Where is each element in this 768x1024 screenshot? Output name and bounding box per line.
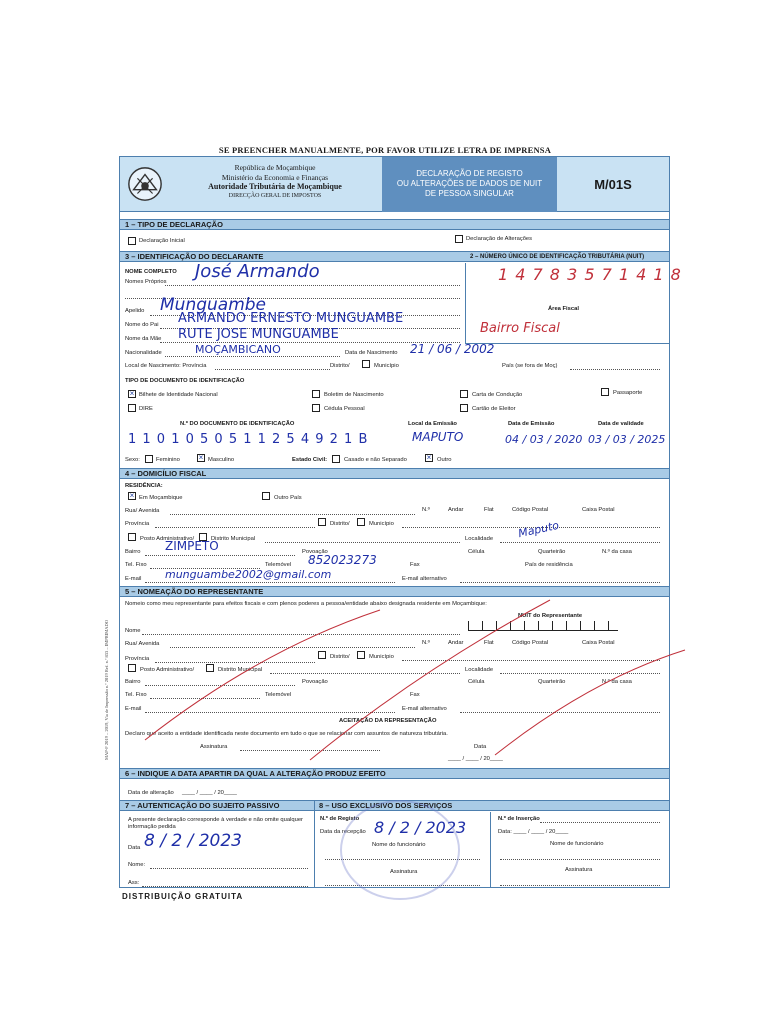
section-1-title: 1 – TIPO DE DECLARAÇÃO bbox=[120, 219, 669, 230]
email-value[interactable]: munguambe2002@gmail.com bbox=[165, 568, 332, 581]
auth-name-line bbox=[150, 868, 308, 869]
married-checkbox[interactable] bbox=[332, 455, 340, 463]
rep-mobile-label: Telemóvel bbox=[265, 692, 292, 698]
other-status-label: Outro bbox=[437, 457, 452, 463]
sex-label: Sexo: bbox=[125, 457, 140, 463]
form-title bbox=[382, 157, 557, 212]
rep-province-label: Província bbox=[125, 656, 150, 662]
auth-date-label: Data bbox=[128, 845, 141, 851]
authority-label: Autoridade Tributária de Moçambique bbox=[208, 182, 342, 191]
section-7-title: 7 – AUTENTICAÇÃO DO SUJEITO PASSIVO bbox=[120, 800, 314, 811]
rep-locality-label: Localidade bbox=[465, 667, 494, 673]
first-names-label: Nomes Próprios bbox=[125, 279, 167, 285]
issue-date-label: Data de Emissão bbox=[508, 421, 555, 427]
village-label: Povoação bbox=[302, 549, 328, 555]
alt-email-line bbox=[460, 582, 660, 583]
doc-number-value[interactable]: 1 1 0 1 0 5 0 5 1 1 2 5 4 9 2 1 B bbox=[128, 432, 369, 447]
floor-label: Andar bbox=[448, 507, 464, 513]
rep-block-label: Quarteirão bbox=[538, 679, 566, 685]
bi-label: Bilhete de Identidade Nacional bbox=[139, 392, 218, 398]
area-fiscal-value[interactable]: Bairro Fiscal bbox=[480, 321, 560, 336]
acceptance-text: Declaro que aceito a entidade identificada neste documento em tudo o que se relacionar com assuntos de natureza tributária. bbox=[125, 731, 448, 737]
republic-label: República de Moçambique bbox=[234, 163, 316, 172]
insertion-number-line bbox=[540, 822, 660, 823]
street-label: Rua/ Avenida bbox=[125, 508, 160, 514]
bi-checkbox[interactable]: × bbox=[129, 389, 135, 398]
male-label: Masculino bbox=[208, 457, 235, 463]
insertion-date[interactable]: Data: ____ / ____ / 20____ bbox=[498, 829, 569, 835]
admin-post-checkbox[interactable] bbox=[128, 533, 136, 541]
acceptance-signature-label: Assinatura bbox=[200, 744, 228, 750]
municipio-label: Município bbox=[369, 521, 394, 527]
female-label: Feminino bbox=[156, 457, 180, 463]
direction-label: DIRECÇÃO GERAL DE IMPOSTOS bbox=[228, 192, 322, 199]
nuit-bottom-line bbox=[465, 343, 669, 344]
neighborhood-label: Bairro bbox=[125, 549, 141, 555]
mobile-label: Telemóvel bbox=[265, 562, 292, 568]
mother-name-value[interactable]: RUTE JOSE MUNGUAMBE bbox=[178, 327, 339, 342]
clerk-name-label-2: Nome de funcionário bbox=[550, 841, 604, 847]
cedula-label: Cédula Pessoal bbox=[324, 406, 365, 412]
receipt-date-value[interactable]: 8 / 2 / 2023 bbox=[374, 818, 467, 837]
in-mozambique-label: Em Moçambique bbox=[139, 495, 183, 501]
rep-fax-label: Fax bbox=[410, 692, 420, 698]
first-names-line bbox=[165, 285, 460, 286]
rep-email-label: E-mail bbox=[125, 706, 142, 712]
admin-post-label: Posto Administrativo/ bbox=[140, 536, 195, 542]
auth-signature-line bbox=[142, 886, 308, 887]
initial-declaration-label: Declaração Inicial bbox=[139, 238, 185, 244]
flat-label: Flat bbox=[484, 507, 494, 513]
rep-name-label: Nome bbox=[125, 628, 141, 634]
change-date-value[interactable]: ____ / ____ / 20____ bbox=[182, 790, 237, 796]
po-box-label: Caixa Postal bbox=[582, 507, 615, 513]
rep-district-label: Distrito/ bbox=[330, 654, 350, 660]
s7-s8-divider bbox=[314, 800, 315, 888]
birth-date-value[interactable]: 21 / 06 / 2002 bbox=[410, 342, 495, 356]
other-country-checkbox[interactable] bbox=[262, 492, 270, 500]
birth-date-label: Data de Nascimento bbox=[345, 350, 398, 356]
authentication-text: A presente declaração corresponde à verdade e não omite qualquer informação pedida bbox=[128, 817, 303, 830]
title-line-3: DE PESSOA SINGULAR bbox=[425, 189, 514, 198]
district-label: Distrito/ bbox=[330, 521, 350, 527]
section-3-title: 3 – IDENTIFICAÇÃO DO DECLARANTE bbox=[120, 251, 465, 262]
dire-checkbox[interactable] bbox=[128, 404, 136, 412]
auth-signature-label: Ass: bbox=[128, 880, 140, 886]
neighborhood-value[interactable]: ZIMPETO bbox=[165, 539, 219, 553]
rep-cell-label: Célula bbox=[468, 679, 485, 685]
rep-number-label: N.º bbox=[422, 640, 430, 646]
clerk-signature-label: Assinatura bbox=[390, 869, 418, 875]
other-country-label: Outro País bbox=[274, 495, 302, 501]
nationality-value[interactable]: MOÇAMBICANO bbox=[195, 343, 281, 356]
cedula-checkbox[interactable] bbox=[312, 404, 320, 412]
birth-province-line bbox=[215, 369, 330, 370]
municipal-district-label: Distrito Municipal bbox=[211, 536, 256, 542]
expiry-date-label: Data de validade bbox=[598, 421, 644, 427]
birth-municipio-label: Município bbox=[374, 363, 399, 369]
dire-label: DIRE bbox=[139, 406, 153, 412]
alt-email-label: E-mail alternativo bbox=[402, 576, 447, 582]
house-number-label: N.º da casa bbox=[602, 549, 632, 555]
title-line-1: DECLARAÇÃO DE REGISTO bbox=[416, 169, 523, 178]
rep-village-label: Povoação bbox=[302, 679, 328, 685]
section-4-title: 4 – DOMICÍLIO FISCAL bbox=[120, 468, 669, 479]
section-5-title: 5 – NOMEAÇÃO DO REPRESENTANTE bbox=[120, 586, 669, 597]
initial-declaration-checkbox[interactable] bbox=[128, 237, 136, 245]
rep-neighborhood-label: Bairro bbox=[125, 679, 141, 685]
auth-name-label: Nome: bbox=[128, 862, 146, 868]
district-checkbox[interactable] bbox=[318, 518, 326, 526]
locality-value[interactable]: Maputo bbox=[517, 518, 561, 541]
rep-municipal-district-label: Distrito Municipal bbox=[218, 667, 263, 673]
full-name-label: NOME COMPLETO bbox=[125, 269, 177, 275]
male-checkbox[interactable]: × bbox=[198, 453, 204, 462]
coat-of-arms-icon bbox=[126, 165, 164, 203]
rep-postal-code-label: Código Postal bbox=[512, 640, 549, 646]
surname-label: Apelido bbox=[125, 308, 145, 314]
rep-floor-label: Andar bbox=[448, 640, 464, 646]
fax-label: Fax bbox=[410, 562, 420, 568]
carta-checkbox[interactable] bbox=[460, 390, 468, 398]
expiry-date-value[interactable]: 03 / 03 / 2025 bbox=[588, 433, 666, 446]
residence-label: RESIDÊNCIA: bbox=[125, 483, 163, 489]
official-stamp bbox=[340, 800, 460, 900]
birth-place-label: Local de Nascimento: Província bbox=[125, 363, 207, 369]
auth-date-value[interactable]: 8 / 2 / 2023 bbox=[144, 831, 242, 851]
issuer-block bbox=[175, 163, 375, 201]
printer-reference: MAP-F 2019 – 2019, Via de Impressão n.º 2019 Ref. n.º 833 – IMPRIMADO bbox=[104, 619, 109, 760]
female-checkbox[interactable] bbox=[145, 455, 153, 463]
issue-place-value[interactable]: MAPUTO bbox=[412, 430, 464, 444]
birth-district-checkbox[interactable] bbox=[362, 360, 370, 368]
doc-number-label: N.º DO DOCUMENTO DE IDENTIFICAÇÃO bbox=[180, 421, 295, 427]
surname-value[interactable]: Munguambe bbox=[160, 295, 267, 315]
changes-declaration-label: Declaração de Alterações bbox=[466, 236, 533, 242]
rep-po-box-label: Caixa Postal bbox=[582, 640, 615, 646]
rep-alt-email-label: E-mail alternativo bbox=[402, 706, 447, 712]
form-code: M/01S bbox=[594, 177, 632, 192]
form-header bbox=[120, 157, 669, 212]
email-label: E-mail bbox=[125, 576, 142, 582]
province-line bbox=[155, 527, 315, 528]
rep-intro: Nomeio como meu representante para efeitos fiscais e com plenos poderes a pessoa/entidade abaixo designada residente em Moçambique: bbox=[125, 601, 487, 607]
birth-country-label: País (se fora de Moç) bbox=[502, 363, 558, 369]
clerk-name-label: Nome do funcionário bbox=[372, 842, 426, 848]
landline-label: Tel. Fixo bbox=[125, 562, 147, 568]
receipt-date-label: Data da recepção bbox=[320, 829, 366, 835]
neighborhood-line bbox=[145, 555, 295, 556]
passaporte-label: Passaporte bbox=[613, 390, 643, 396]
municipio-checkbox[interactable] bbox=[357, 518, 365, 526]
ministry-label: Ministério da Economia e Finanças bbox=[221, 172, 329, 182]
mother-name-label: Nome da Mãe bbox=[125, 336, 162, 342]
civil-status-label: Estado Civil: bbox=[292, 457, 328, 463]
municipal-district-line bbox=[265, 542, 460, 543]
cell-label: Célula bbox=[468, 549, 485, 555]
acceptance-date-label: Data bbox=[474, 744, 487, 750]
number-label: N.º bbox=[422, 507, 430, 513]
section-6-title: 6 – INDIQUE A DATA APARTIR DA QUAL A ALTERAÇÃO PRODUZ EFEITO bbox=[120, 768, 669, 779]
acceptance-title: ACEITAÇÃO DA REPRESENTAÇÃO bbox=[339, 718, 437, 724]
rep-landline-label: Tel. Fixo bbox=[125, 692, 147, 698]
father-name-value[interactable]: ARMANDO ERNESTO MUNGUAMBE bbox=[178, 311, 404, 326]
father-name-label: Nome do Pai bbox=[125, 322, 159, 328]
rep-nuit-label: NUIT do Representante bbox=[518, 613, 583, 619]
in-mozambique-checkbox[interactable]: × bbox=[129, 491, 135, 500]
locality-label: Localidade bbox=[465, 536, 494, 542]
registration-number-label: N.º de Registo bbox=[320, 816, 360, 822]
section-8-title: 8 – USO EXCLUSIVO DOS SERVIÇOS bbox=[314, 800, 669, 811]
issue-date-value[interactable]: 04 / 03 / 2020 bbox=[505, 433, 583, 446]
rep-admin-post-checkbox[interactable] bbox=[128, 664, 136, 672]
carta-label: Carta de Condução bbox=[472, 392, 523, 398]
free-distribution-note: DISTRIBUIÇÃO GRATUITA bbox=[122, 892, 244, 901]
rep-street-label: Rua/ Avenida bbox=[125, 641, 160, 647]
cartao-eleitor-label: Cartão de Eleitor bbox=[472, 406, 516, 412]
clerk-name-line-2 bbox=[500, 859, 660, 860]
rep-admin-post-label: Posto Administrativo/ bbox=[140, 667, 195, 673]
doc-type-label: TIPO DE DOCUMENTO DE IDENTIFICAÇÃO bbox=[125, 378, 245, 384]
rep-municipio-label: Município bbox=[369, 654, 394, 660]
married-label: Casado e não Separado bbox=[344, 457, 407, 463]
area-fiscal-label: Área Fiscal bbox=[548, 306, 579, 312]
title-line-2: OU ALTERAÇÕES DE DADOS DE NUIT bbox=[396, 179, 543, 188]
changes-declaration-checkbox[interactable] bbox=[455, 235, 463, 243]
locality-line bbox=[500, 542, 660, 543]
rep-flat-label: Flat bbox=[484, 640, 494, 646]
email-line bbox=[145, 582, 395, 583]
birth-country-line bbox=[570, 369, 660, 370]
tax-registration-form bbox=[119, 156, 682, 888]
residence-country-label: País de residência bbox=[525, 562, 573, 568]
other-status-checkbox[interactable]: × bbox=[426, 453, 432, 462]
rep-house-number-label: N.º da casa bbox=[602, 679, 632, 685]
cartao-eleitor-checkbox[interactable] bbox=[460, 404, 468, 412]
passaporte-checkbox[interactable] bbox=[601, 388, 609, 396]
first-names-value[interactable]: José Armando bbox=[195, 261, 320, 282]
boletim-checkbox[interactable] bbox=[312, 390, 320, 398]
province-label: Província bbox=[125, 521, 150, 527]
nuit-value[interactable]: 1 4 7 8 3 5 7 1 4 1 8 bbox=[498, 265, 682, 284]
block-label: Quarteirão bbox=[538, 549, 566, 555]
acceptance-date-value[interactable]: ____ / ____ / 20____ bbox=[448, 756, 503, 762]
nationality-label: Nacionalidade bbox=[125, 350, 162, 356]
boletim-label: Boletim de Nascimento bbox=[324, 392, 384, 398]
street-line bbox=[170, 514, 415, 515]
birth-district-label: Distrito/ bbox=[330, 363, 350, 369]
nuit-divider bbox=[465, 263, 466, 343]
clerk-signature-label-2: Assinatura bbox=[565, 867, 593, 873]
s8-inner-divider bbox=[490, 812, 491, 888]
nationality-line bbox=[165, 356, 340, 357]
insertion-number-label: N.º de Inserção bbox=[498, 816, 540, 822]
strike-through-lines bbox=[140, 590, 700, 770]
section-2-title: 2 – NÚMERO ÚNICO DE IDENTIFICAÇÃO TRIBUTÁRIA (NUIT) bbox=[465, 251, 669, 262]
postal-code-label: Código Postal bbox=[512, 507, 549, 513]
change-date-label: Data de alteração bbox=[128, 790, 174, 796]
mobile-value[interactable]: 852023273 bbox=[308, 553, 377, 567]
issue-place-label: Local da Emissão bbox=[408, 421, 457, 427]
clerk-signature-line-2 bbox=[500, 885, 660, 886]
top-instruction: SE PREENCHER MANUALMENTE, POR FAVOR UTILIZE LETRA DE IMPRENSA bbox=[218, 145, 552, 155]
